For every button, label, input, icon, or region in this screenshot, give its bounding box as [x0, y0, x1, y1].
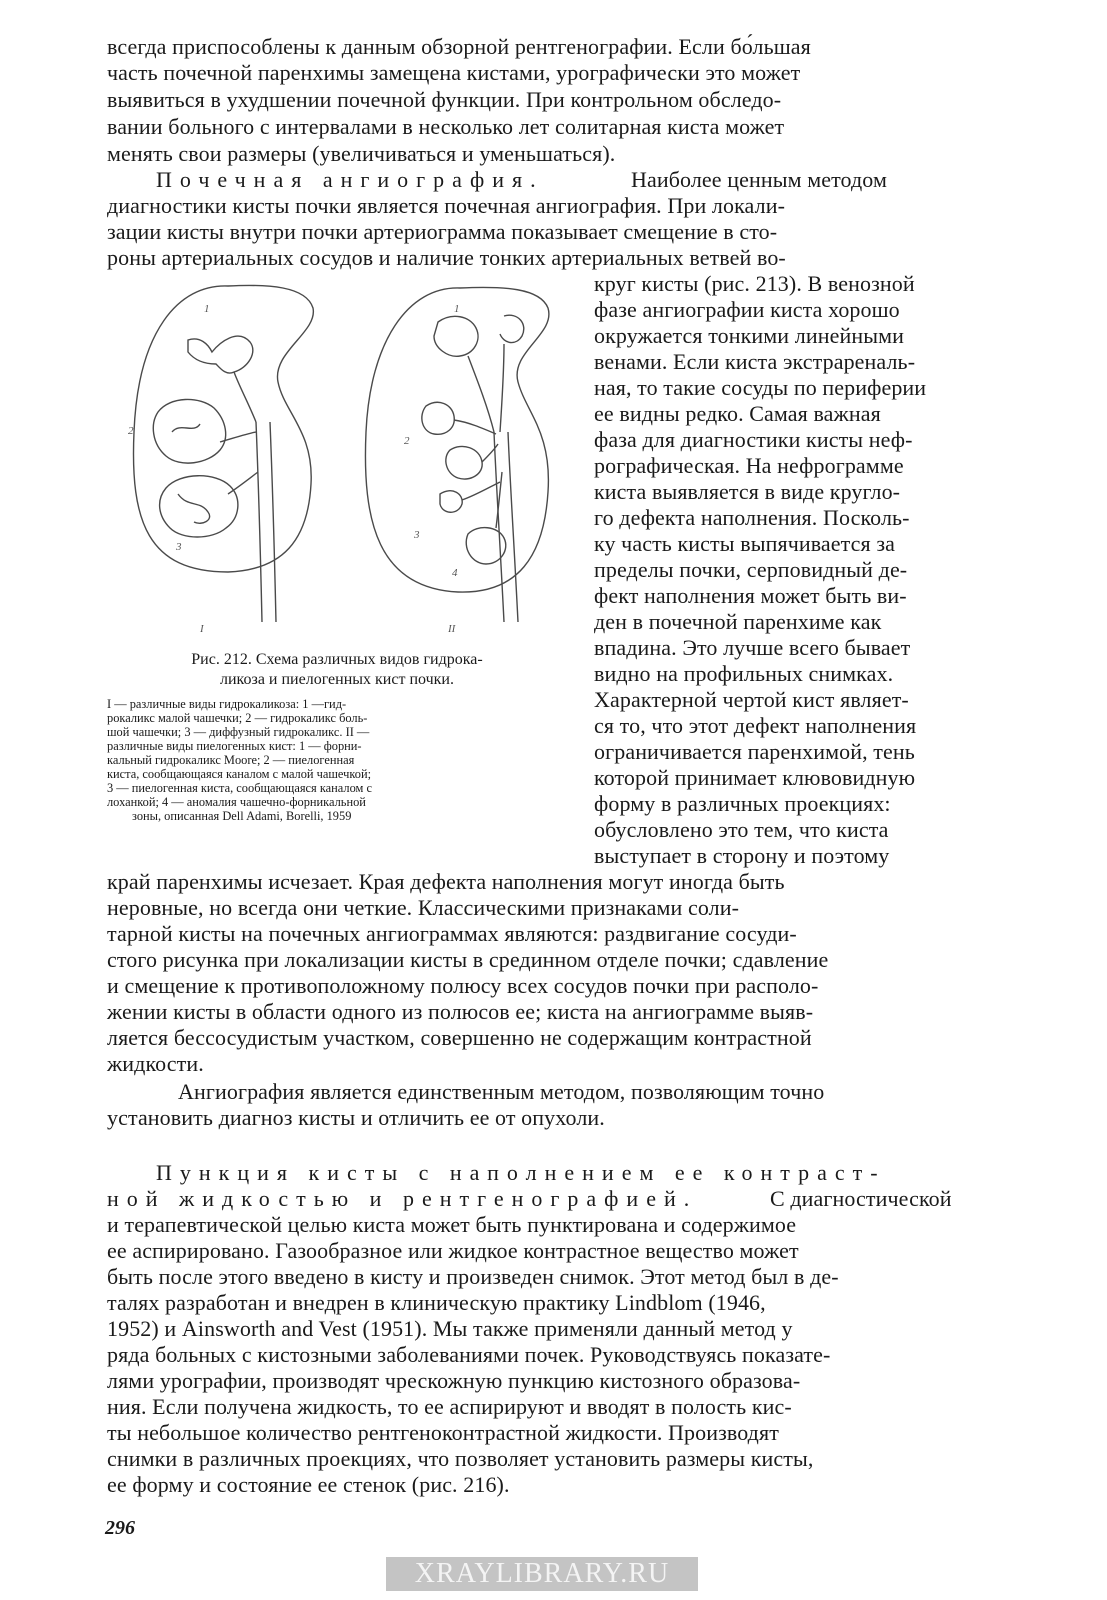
figure-label: 1: [204, 303, 210, 315]
right-pyelogenic-cyst-pelvis: [446, 446, 482, 479]
text-line: пределы почки, серповидный де-: [594, 557, 908, 582]
right-forniceal-hydrocalix: [434, 316, 478, 356]
text-line: ограничивается паренхимой, тень: [594, 739, 915, 764]
text-line: часть почечной паренхимы замещена кистами, урографически это может: [107, 60, 801, 85]
text-line: неровные, но всегда они четкие. Классическими признаками соли-: [107, 895, 740, 920]
figure-label: 2: [404, 435, 410, 447]
figure-caption-line: зоны, описанная Dell Adami, Borelli, 1959: [132, 809, 352, 823]
text-line: го дефекта наполнения. Посколь-: [594, 505, 910, 530]
text-line: тарной кисты на почечных ангиограммах являются: раздвигание сосуди-: [107, 921, 797, 946]
figure-label: 3: [176, 541, 182, 553]
text-line: фаза для диагностики кисты неф-: [594, 427, 913, 452]
text-line: снимки в различных проекциях, что позволяет установить размеры кисты,: [107, 1446, 814, 1471]
figure-panel-numeral: I: [200, 623, 204, 635]
text-line: лями урографии, производят чрескожную пункцию кистозного образова-: [107, 1368, 801, 1393]
page-number: 296: [105, 1517, 135, 1539]
text-line: ряда больных с кистозными заболеваниями почек. Руководствуясь показате-: [107, 1342, 831, 1367]
text-line: С диагностической: [770, 1186, 952, 1211]
text-line: всегда приспособлены к данным обзорной рентгенографии. Если бо́льшая: [107, 34, 811, 59]
section-heading-puncture: Пункция кисты с наполнением ее контраст-: [156, 1160, 886, 1185]
figure-label: 3: [414, 529, 420, 541]
text-line: и терапевтической целью киста может быть пунктирована и содержимое: [107, 1212, 797, 1237]
text-line: обусловлено это тем, что киста: [594, 817, 889, 842]
figure-caption-line: кальный гидрокаликс Moore; 2 — пиелогенная: [107, 753, 355, 767]
text-line: роны артериальных сосудов и наличие тонких артериальных ветвей во-: [107, 245, 786, 270]
text-line: ся то, что этот дефект наполнения: [594, 713, 917, 738]
text-line: зации кисты внутри почки артериограмма показывает смещение в сто-: [107, 219, 778, 244]
text-line: фазе ангиографии киста хорошо: [594, 297, 900, 322]
text-line: выступает в сторону и поэтому: [594, 843, 890, 868]
text-line: Наиболее ценным методом: [631, 167, 887, 192]
text-line: впадина. Это лучше всего бывает: [594, 635, 911, 660]
figure-caption-line: 3 — пиелогенная киста, сообщающаяся каналом с: [107, 781, 372, 795]
text-line: диагностики кисты почки является почечная ангиография. При локали-: [107, 193, 785, 218]
right-pyelogenic-cyst-small-calyx: [422, 402, 454, 434]
figure-caption-line: шой чашечки; 3 — диффузный гидрокаликс. II —: [107, 725, 370, 739]
text-line: видно на профильных снимках.: [594, 661, 894, 686]
left-lower-hydrocalix: [160, 476, 238, 537]
figure-label: 4: [452, 567, 458, 579]
text-line: 1952) и Ainsworth and Vest (1951). Мы также применяли данный метод у: [107, 1316, 793, 1341]
text-line: жении кисты в области одного из полюсов ее; киста на ангиограмме выяв-: [107, 999, 814, 1024]
text-line: фект наполнения может быть ви-: [594, 583, 907, 608]
figure-caption-line: рокаликс малой чашечки; 2 — гидрокаликс боль-: [107, 711, 368, 725]
text-line: выявиться в ухудшении почечной функции. При контрольном обследо-: [107, 87, 782, 112]
kidney-cyst-schematic-figure: [108, 272, 578, 642]
text-line: ее форму и состояние ее стенок (рис. 216).: [107, 1472, 510, 1497]
figure-caption-line: I — различные виды гидрокаликоза: 1 —гид-: [107, 697, 347, 711]
watermark: XRAYLIBRARY.RU: [386, 1557, 698, 1591]
figure-caption-title: Рис. 212. Схема различных видов гидрока-: [191, 651, 483, 668]
text-line: установить диагноз кисты и отличить ее от опухоли.: [107, 1105, 605, 1130]
text-line: стого рисунка при локализации кисты в срединном отделе почки; сдавление: [107, 947, 829, 972]
section-heading-puncture-cont: ной жидкостью и рентгенографией.: [107, 1186, 698, 1211]
left-kidney-outline: [133, 285, 313, 572]
text-line: край паренхимы исчезает. Края дефекта наполнения могут иногда быть: [107, 869, 785, 894]
figure-caption-line: различные виды пиелогенных кист: 1 — форни-: [107, 739, 362, 753]
figure-label: 1: [454, 303, 460, 315]
figure-panel-numeral: II: [448, 623, 456, 635]
section-heading-angiography: Почечная ангиография.: [156, 167, 544, 192]
text-line: Характерной чертой кист являет-: [594, 687, 909, 712]
text-line: ее аспирировано. Газообразное или жидкое контрастное вещество может: [107, 1238, 799, 1263]
text-line: окружается тонкими линейными: [594, 323, 904, 348]
text-line: жидкости.: [107, 1051, 204, 1076]
text-line: рографическая. На нефрограмме: [594, 453, 904, 478]
text-line: ее видны редко. Самая важная: [594, 401, 881, 426]
text-line: талях разработан и внедрен в клиническую практику Lindblom (1946,: [107, 1290, 766, 1315]
text-line: ная, то такие сосуды по периферии: [594, 375, 927, 400]
text-line: вании больного с интервалами в несколько лет солитарная киста может: [107, 114, 785, 139]
figure-label: 2: [128, 425, 134, 437]
text-line: которой принимает клювовидную: [594, 765, 916, 790]
text-line: ден в почечной паренхиме как: [594, 609, 882, 634]
text-line: ку часть кисты выпячивается за: [594, 531, 895, 556]
text-line: ния. Если получена жидкость, то ее аспирируют и вводят в полость кис-: [107, 1394, 792, 1419]
text-line: быть после этого введено в кисту и произведен снимок. Этот метод был в де-: [107, 1264, 839, 1289]
left-kidney-ureter: [256, 422, 262, 622]
text-line: круг кисты (рис. 213). В венозной: [594, 271, 915, 296]
left-upper-hydrocalix: [188, 336, 253, 373]
text-line: киста выявляется в виде кругло-: [594, 479, 901, 504]
left-middle-hydrocalix: [153, 399, 225, 463]
figure-caption-line: лоханкой; 4 — аномалия чашечно-форникальной: [107, 795, 366, 809]
text-line: Ангиография является единственным методом, позволяющим точно: [178, 1079, 825, 1104]
figure-caption-title: ликоза и пиелогенных кист почки.: [220, 671, 454, 688]
text-line: менять свои размеры (увеличиваться и уменьшаться).: [107, 141, 616, 166]
right-kidney-outline: [365, 287, 549, 592]
text-line: ты небольшое количество рентгеноконтрастной жидкости. Производят: [107, 1420, 779, 1445]
text-line: и смещение к противоположному полюсу всех сосудов почки при располо-: [107, 973, 819, 998]
figure-caption-line: киста, сообщающаяся каналом с малой чашечкой;: [107, 767, 372, 781]
text-line: форму в различных проекциях:: [594, 791, 891, 816]
text-line: ляется бессосудистым участком, совершенно не содержащим контрастной: [107, 1025, 812, 1050]
text-line: венами. Если киста экстрареналь-: [594, 349, 916, 374]
